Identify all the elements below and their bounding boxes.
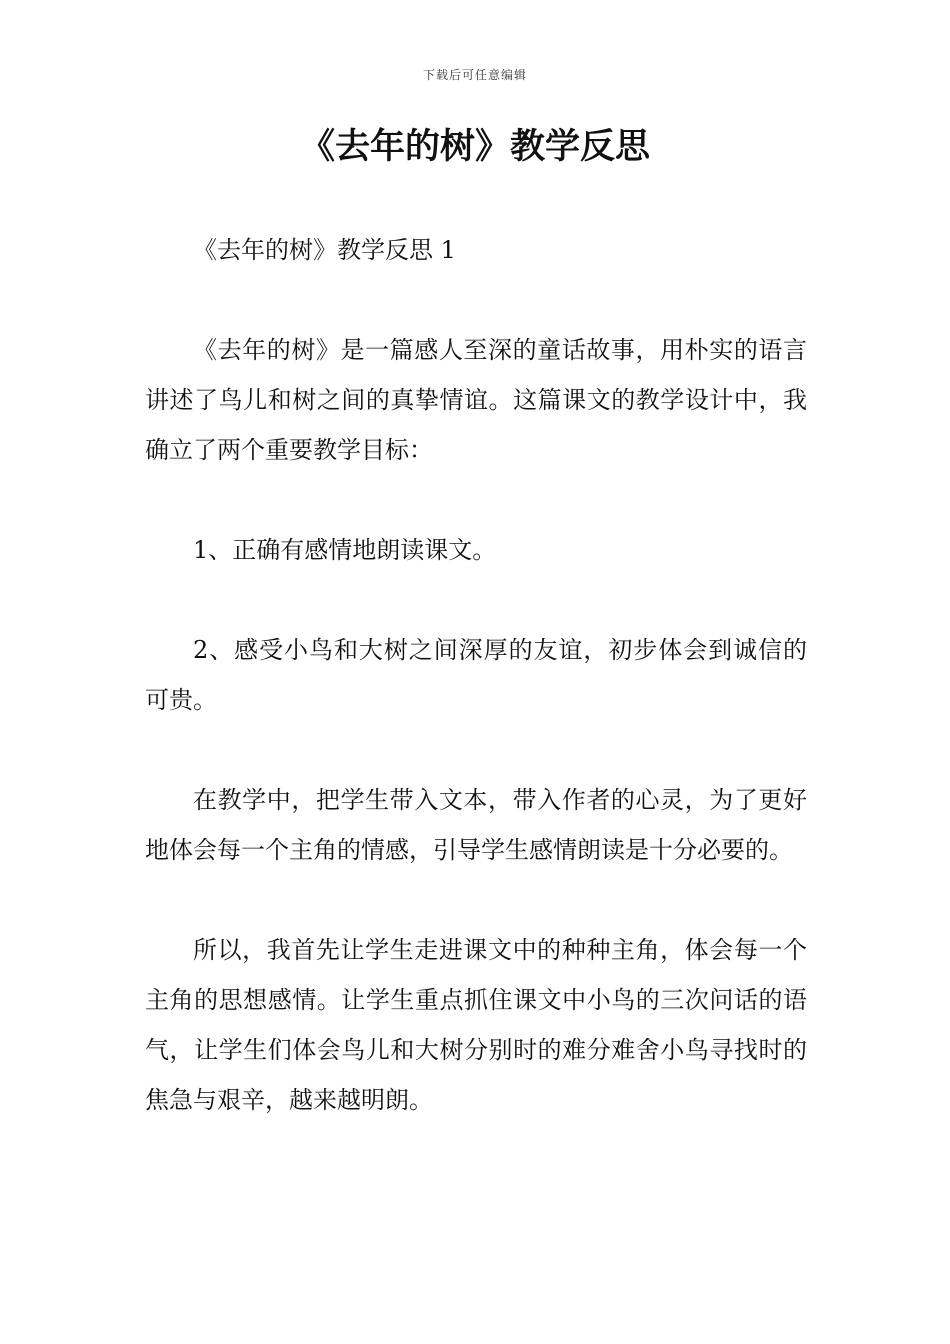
document-title: 《去年的树》教学反思: [299, 127, 650, 167]
document-body: [145, 225, 807, 1175]
paragraph-intro: 《去年的树》是一篇感人至深的童话故事，用朴实的语言讲述了鸟儿和树之间的真挚情谊。这篇课文的教学设计中，我确立了两个重要教学目标：: [145, 336, 807, 464]
paragraph-goal-2: 2、感受小鸟和大树之间深厚的友谊，初步体会到诚信的可贵。: [145, 636, 807, 714]
paragraph-goal-1: 1、正确有感情地朗读课文。: [193, 536, 497, 564]
section-heading: 《去年的树》教学反思 1: [193, 236, 456, 264]
paragraph-method: 所以，我首先让学生走进课文中的种种主角，体会每一个主角的思想感情。让学生重点抓住课文中小鸟的三次问话的语气，让学生们体会鸟儿和大树分别时的难分难舍小鸟寻找时的焦急与艰辛，越来越明朗。: [145, 936, 807, 1114]
header-note: 下载后可任意编辑: [422, 68, 527, 82]
paragraph-teaching: 在教学中，把学生带入文本，带入作者的心灵，为了更好地体会每一个主角的情感，引导学生感情朗读是十分必要的。: [145, 786, 807, 864]
